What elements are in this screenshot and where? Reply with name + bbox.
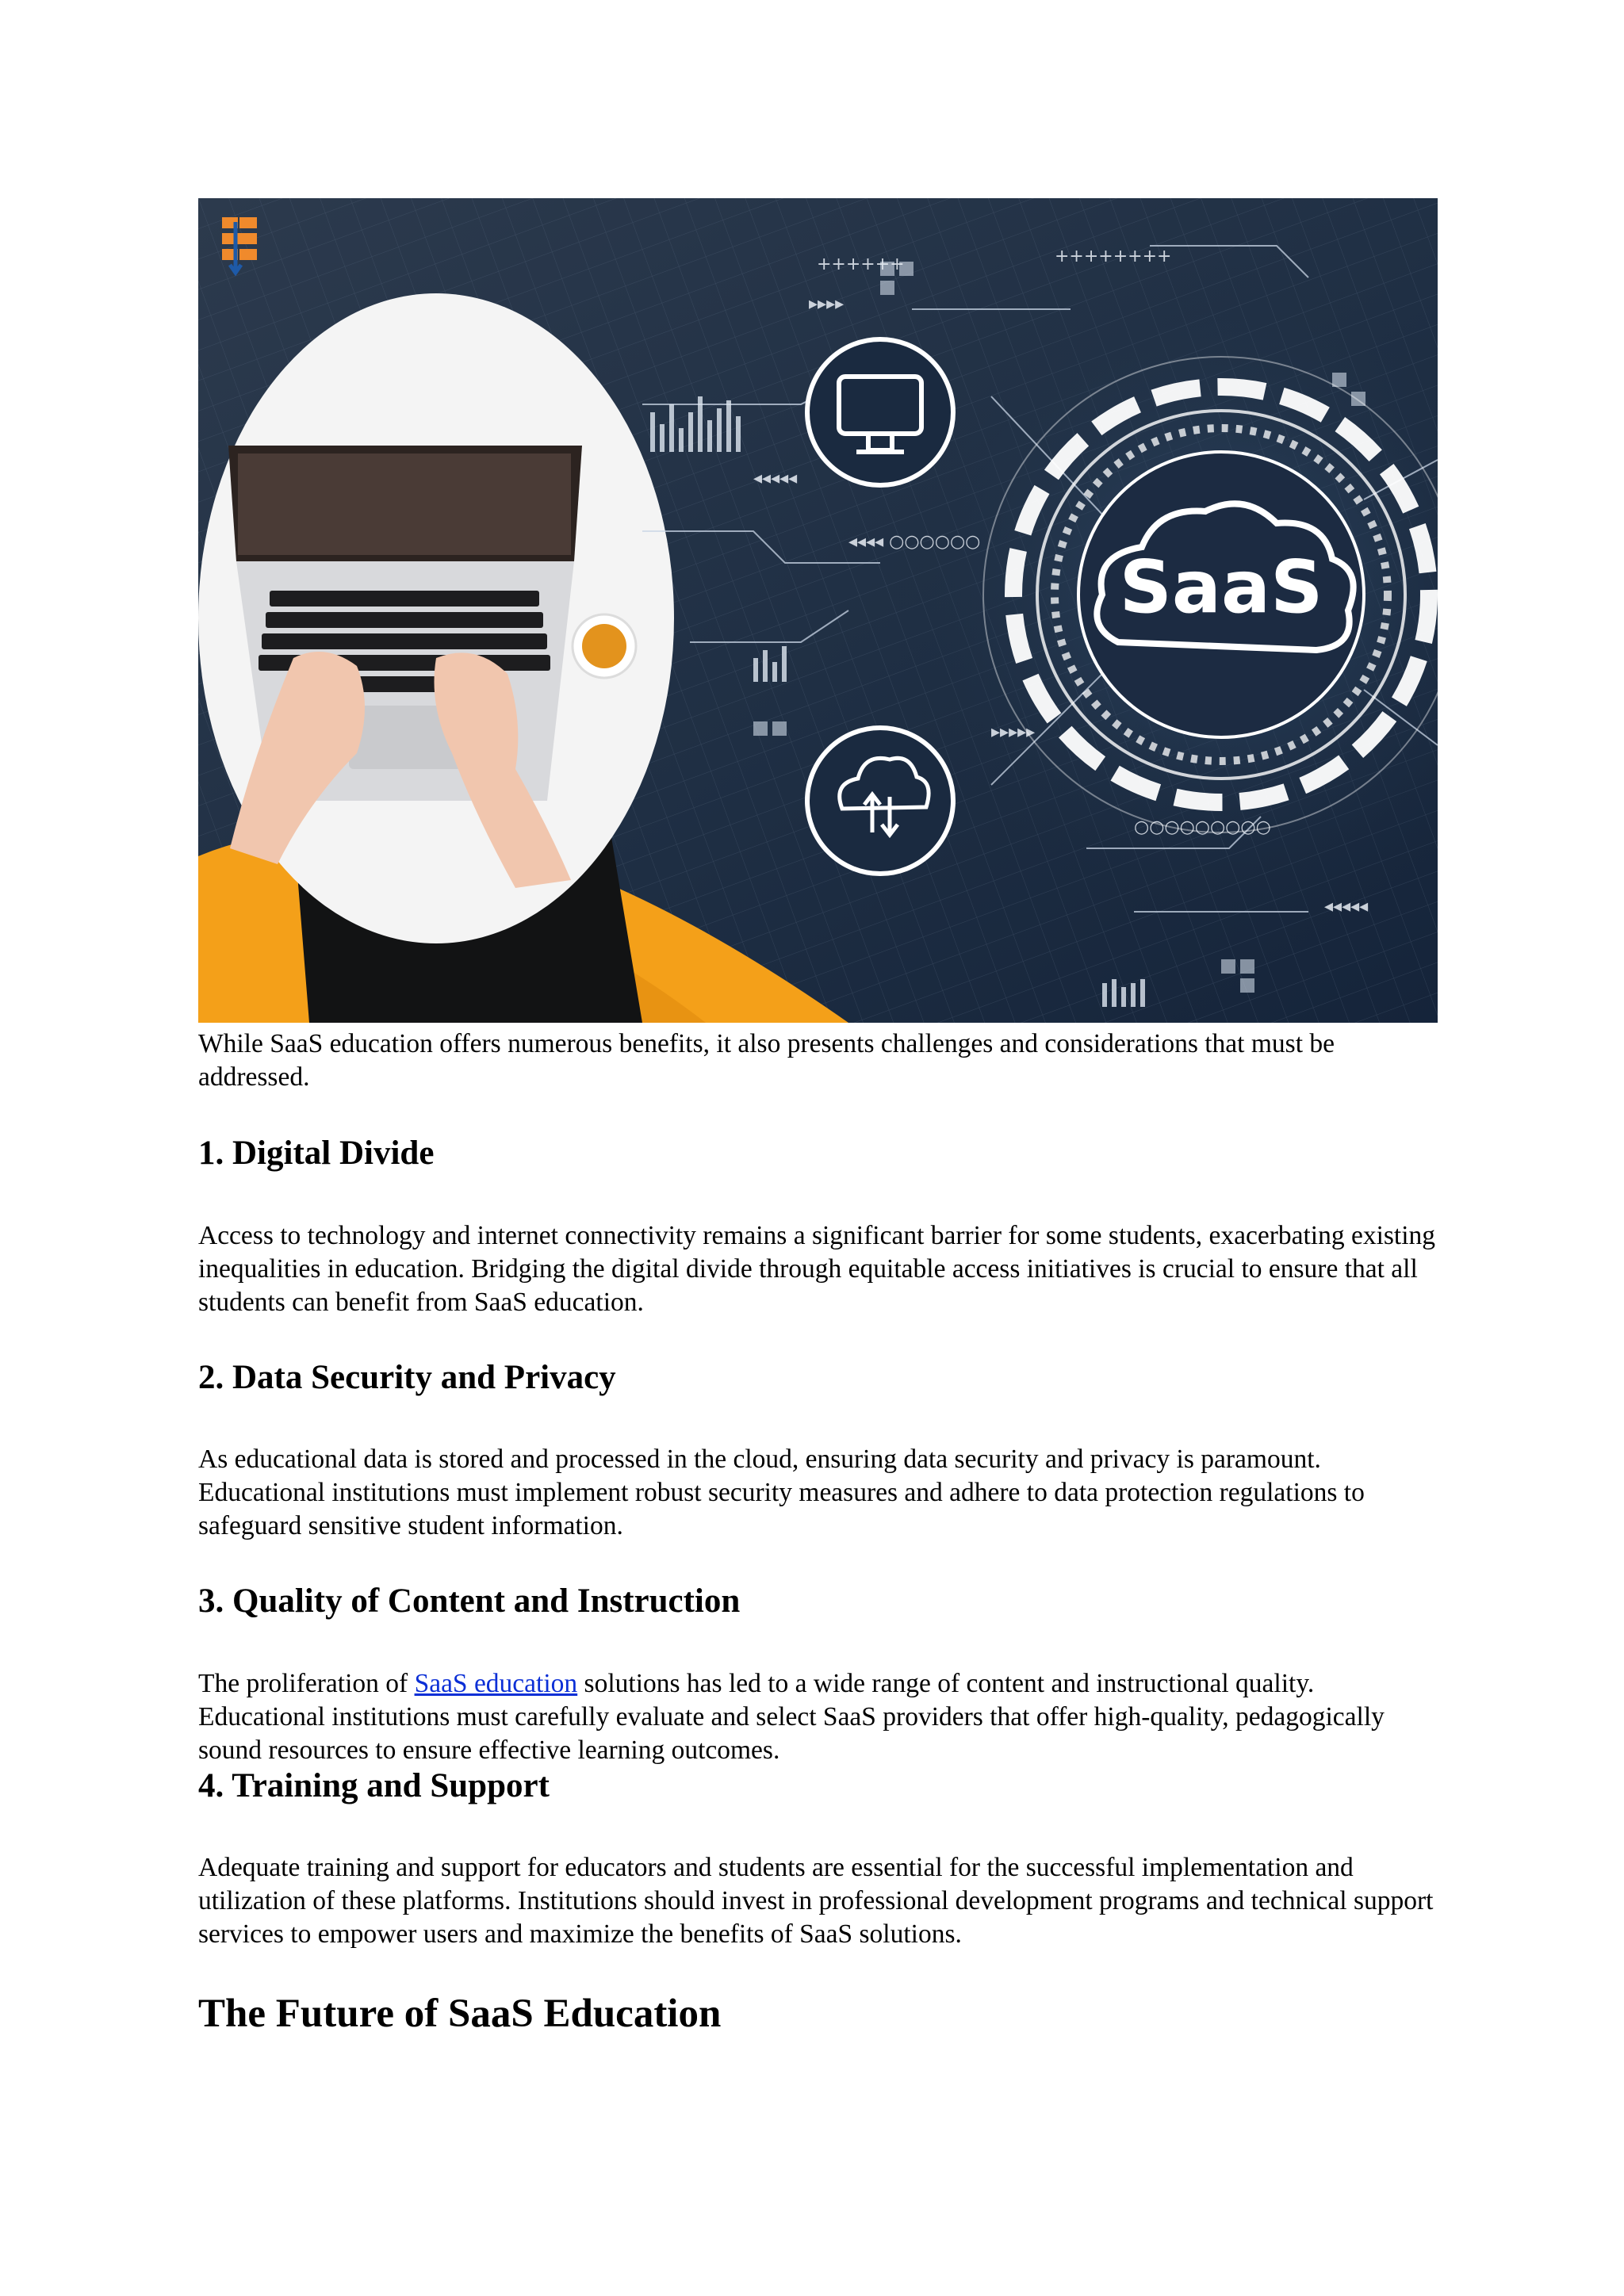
future-heading: The Future of SaaS Education [198, 1992, 722, 2036]
saas-education-link[interactable]: SaaS education [414, 1669, 578, 1698]
svg-text:○○○○○○○○○: ○○○○○○○○○ [1134, 817, 1271, 837]
svg-text:++++++++: ++++++++ [1055, 247, 1172, 266]
section-heading-training: 4. Training and Support [198, 1767, 550, 1804]
quality-body-end: solutions has led to a wide range of content and instructional quality. Educational institutions must carefully evaluate and select SaaS providers that offer high-quality, pedagogically sound resources to ensure effective learning outcomes. [198, 1669, 1385, 1765]
section-heading-quality: 3. Quality of Content and Instruction [198, 1582, 741, 1620]
intro-paragraph: While SaaS education offers numerous benefits, it also presents challenges and considerations that must be addressed. [198, 1029, 1335, 1092]
monitor-icon [807, 339, 953, 485]
svg-text:◂◂◂◂ ○○○○○○: ◂◂◂◂ ○○○○○○ [848, 532, 981, 552]
svg-text:▸▸▸▸▸: ▸▸▸▸▸ [991, 722, 1036, 742]
section-body-quality [198, 1667, 1439, 1767]
section-heading-digital-divide: 1. Digital Divide [198, 1135, 435, 1172]
section-body-digital-divide: Access to technology and internet connectivity remains a significant barrier for some students, exacerbating existing inequalities in education. Bridging the digital divide through equitable access initiatives is crucial to ensure that all students can benefit from SaaS education. [198, 1221, 1436, 1317]
svg-text:◂◂◂◂◂: ◂◂◂◂◂ [1324, 897, 1369, 916]
svg-text:++++++: ++++++ [817, 254, 905, 274]
hero-image [198, 198, 1438, 1023]
saas-label: SaaS [1119, 545, 1323, 629]
section-body-data-security: As educational data is stored and processed in the cloud, ensuring data security and privacy is paramount. Educational institutions must implement robust security measures and adhere to data protection regulations to safeguard sensitive student information. [198, 1445, 1365, 1540]
svg-text:◂◂◂◂◂: ◂◂◂◂◂ [753, 469, 798, 488]
section-heading-data-security: 2. Data Security and Privacy [198, 1359, 616, 1396]
cloud-sync-icon [807, 728, 953, 874]
svg-text:▸▸▸▸: ▸▸▸▸ [809, 294, 845, 314]
quality-body-start: The proliferation of [198, 1669, 415, 1698]
section-body-training: Adequate training and support for educators and students are essential for the successful implementation and utilization of these platforms. Institutions should invest in professional development programs and technical support services to empower users and maximize the benefits of SaaS solutions. [198, 1853, 1434, 1949]
